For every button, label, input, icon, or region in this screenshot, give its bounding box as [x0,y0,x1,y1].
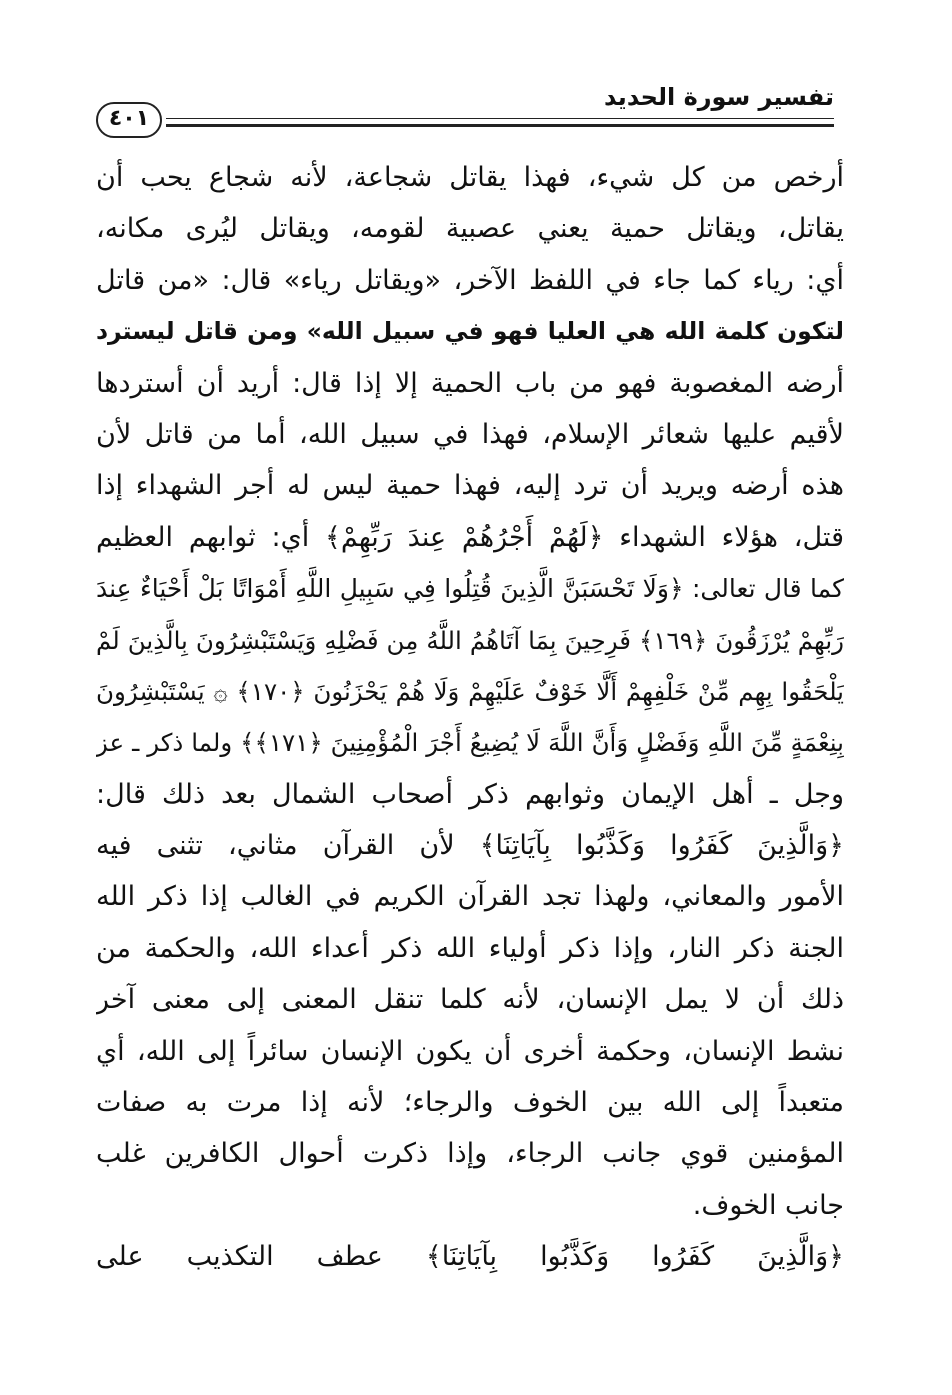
text-line: نشط الإنسان، وحكمة أخرى أن يكون الإنسان سائراً إلى الله، أي [96,1035,844,1067]
text-line: ذلك أن لا يمل الإنسان، لأنه كلما تنقل المعنى إلى معنى آخر [96,984,844,1016]
body-text [96,152,844,1283]
text-line: قتل، هؤلاء الشهداء ﴿لَهُمْ أَجْرُهُمْ عِندَ رَبِّهِمْ﴾ أي: ثوابهم العظيم [96,521,844,553]
text-line: هذه أرضه ويريد أن ترد إليه، فهذا حمية ليس له أجر الشهداء إذا [96,470,844,502]
text-line-paragraph-start: ﴿وَالَّذِينَ كَفَرُوا وَكَذَّبُوا بِآيَاتِنَا﴾ عطف التكذيب على [96,1241,844,1273]
page-number: ٤٠١ [96,102,162,138]
text-line-paragraph-end: جانب الخوف. [692,1189,844,1221]
header-rule-thick [166,124,834,127]
running-title: تفسير سورة الحديد [603,83,834,111]
text-line: وجل ـ أهل الإيمان وثوابهم ذكر أصحاب الشمال بعد ذلك قال: [96,778,844,810]
text-line: يقاتل، ويقاتل حمية يعني عصبية لقومه، ويقاتل ليُرى مكانه، [96,213,844,245]
text-line: الجنة ذكر النار، وإذا ذكر أولياء الله ذكر أعداء الله، والحكمة من [96,932,844,964]
text-line: ﴿وَالَّذِينَ كَفَرُوا وَكَذَّبُوا بِآيَاتِنَا﴾ لأن القرآن مثاني، تثنى فيه [96,830,844,862]
text-line: أرخص من كل شيء، فهذا يقاتل شجاعة، لأنه شجاع يحب أن [96,162,844,193]
text-line-hadith: لتكون كلمة الله هي العليا فهو في سبيل الله» ومن قاتل ليسترد [96,317,844,346]
text-line: أي: رياء كما جاء في اللفظ الآخر، «ويقاتل رياء» قال: «من قاتل [96,264,844,296]
text-line: متعبداً إلى الله بين الخوف والرجاء؛ لأنه إذا مرت به صفات [96,1087,844,1119]
text-line: أرضه المغصوبة فهو من باب الحمية إلا إذا قال: أريد أن أستردها [96,367,844,399]
text-line-quran: بِنِعْمَةٍ مِّنَ اللَّهِ وَفَضْلٍ وَأَنَّ اللَّهَ لَا يُضِيعُ أَجْرَ الْمُؤْمِنِينَ ﴿١٧١﴾﴾ ولما ذكر ـ عز [96,728,844,758]
header-rule [166,118,834,119]
text-line: المؤمنين قوي جانب الرجاء، وإذا ذكرت أحوال الكافرين غلب [96,1138,844,1170]
text-line-quran: رَبِّهِمْ يُرْزَقُونَ ﴿١٦٩﴾ فَرِحِينَ بِمَا آتَاهُمُ اللَّهُ مِن فَضْلِهِ وَيَسْتَبْشِرُونَ بِالَّذِينَ لَمْ [96,625,844,655]
text-line-quran: يَلْحَقُوا بِهِم مِّنْ خَلْفِهِمْ أَلَّا خَوْفٌ عَلَيْهِمْ وَلَا هُمْ يَحْزَنُونَ ﴿١٧٠﴾ ۞ يَسْتَبْشِرُونَ [96,676,844,706]
text-line: الأمور والمعاني، ولهذا تجد القرآن الكريم في الغالب إذا ذكر الله [96,881,844,913]
text-line: لأقيم عليها شعائر الإسلام، فهذا في سبيل الله، أما من قاتل لأن [96,418,844,450]
page-header [96,82,834,130]
text-line-quran: كما قال تعالى: ﴿وَلَا تَحْسَبَنَّ الَّذِينَ قُتِلُوا فِي سَبِيلِ اللَّهِ أَمْوَاتًا بَلْ أَحْيَاءٌ عِندَ [96,574,844,604]
